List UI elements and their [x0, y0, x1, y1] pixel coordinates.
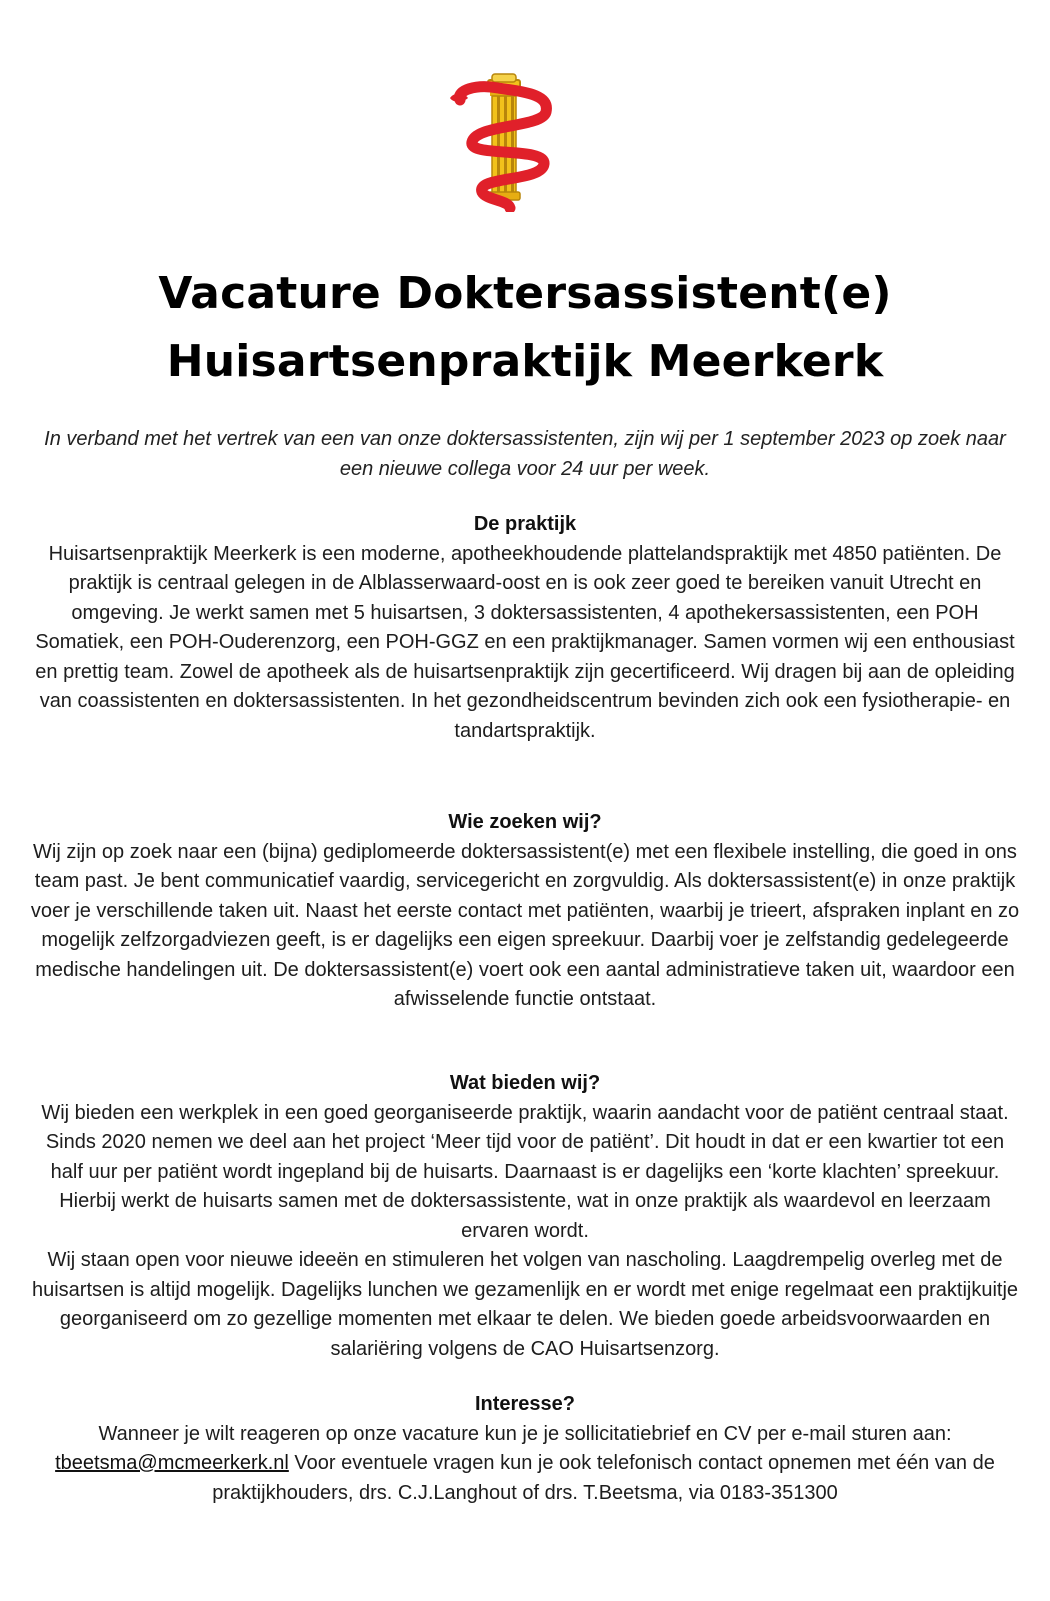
email-link[interactable]: tbeetsma@mcmeerkerk.nl — [55, 1452, 289, 1474]
section-heading: Wat bieden wij? — [449, 1072, 601, 1094]
contact-text: Voor eventuele vragen kun je ook telefonisch contact opnemen met één van de praktijkhouders, drs. C.J.Langhout of drs. T.Beetsma, via 0183-351300 — [212, 1452, 995, 1504]
section-body: Huisartsenpraktijk Meerkerk is een moderne, apotheekhoudende plattelandspraktijk met 4850 patiënten. De praktijk is centraal gelegen in de Alblasserwaard-oost en is ook zeer goed te bereiken vanuit Utrecht en omgeving. Je werkt samen met 5 huisartsen, 3 doktersassistenten, 4 apothekersassistenten, een POH Somatiek, een POH-Ouderenzorg, een POH-GGZ en een praktijkmanager. Samen vormen wij een enthousiast en prettig team. Zowel de apotheek als de huisartsenpraktijk zijn gecertificeerd. Wij dragen bij aan de opleiding van coassistenten en doktersassistenten. In het gezondheidscentrum bevinden zich ook een fysiotherapie- en tandartspraktijk. — [35, 542, 1015, 742]
section-heading: Wie zoeken wij? — [448, 811, 602, 833]
section-heading: De praktijk — [473, 513, 577, 535]
section-interesse — [28, 1390, 1022, 1508]
section-heading: Interesse? — [474, 1393, 576, 1415]
section-body: Wij staan open voor nieuwe ideeën en stimuleren het volgen van nascholing. Laagdrempelig overleg met de huisartsen is altijd mogelijk. Dagelijks lunchen we gezamenlijk en er wordt met enige regelmaat een praktijkuitje georganiseerd om zo gezellige momenten met elkaar te delen. We bieden goede arbeidsvoorwaarden en salariëring volgens de CAO Huisartsenzorg. — [31, 1249, 1019, 1360]
section-body — [28, 1420, 1022, 1509]
section-body: Wij zijn op zoek naar een (bijna) gediplomeerde doktersassistent(e) met een flexibele instelling, die goed in ons team past. Je bent communicatief vaardig, servicegericht en zorgvuldig. Als doktersassistent(e) in onze praktijk voer je verschillende taken uit. Naast het eerste contact met patiënten, waarbij je trieert, afspraken inplant en zo mogelijk zelfzorgadviezen geeft, is er dagelijks een eigen spreekuur. Daarbij voer je zelfstandig gedelegeerde medische handelingen uit. De doktersassistent(e) voert ook een aantal administratieve taken uit, waardoor een afwisselende functie ontstaat. — [30, 840, 1020, 1010]
section-praktijk — [28, 510, 1022, 746]
intro-text: In verband met het vertrek van een van onze doktersassistenten, zijn wij per 1 september 2023 op zoek naar een nieuwe collega voor 24 uur per week. — [44, 428, 1006, 480]
section-wie-zoeken-wij — [28, 808, 1022, 1015]
staff-of-asclepius-icon — [446, 72, 564, 212]
section-body: Wij bieden een werkplek in een goed georganiseerde praktijk, waarin aandacht voor de patiënt centraal staat. Sinds 2020 nemen we deel aan het project ‘Meer tijd voor de patiënt’. Dit houdt in dat er een kwartier tot een half uur per patiënt wordt ingepland bij de huisarts. Daarnaast is er dagelijks een ‘korte klachten’ spreekuur. Hierbij werkt de huisarts samen met de doktersassistente, wat in onze praktijk als waardevol en leerzaam ervaren wordt. — [41, 1101, 1009, 1242]
page-title: Vacature Doktersassistent(e) — [158, 268, 892, 319]
page-subtitle: Huisartsenpraktijk Meerkerk — [166, 336, 884, 387]
contact-text: Wanneer je wilt reageren op onze vacature kun je je sollicitatiebrief en CV per e-mail sturen aan: — [98, 1422, 952, 1445]
section-wat-bieden-wij — [28, 1069, 1022, 1364]
